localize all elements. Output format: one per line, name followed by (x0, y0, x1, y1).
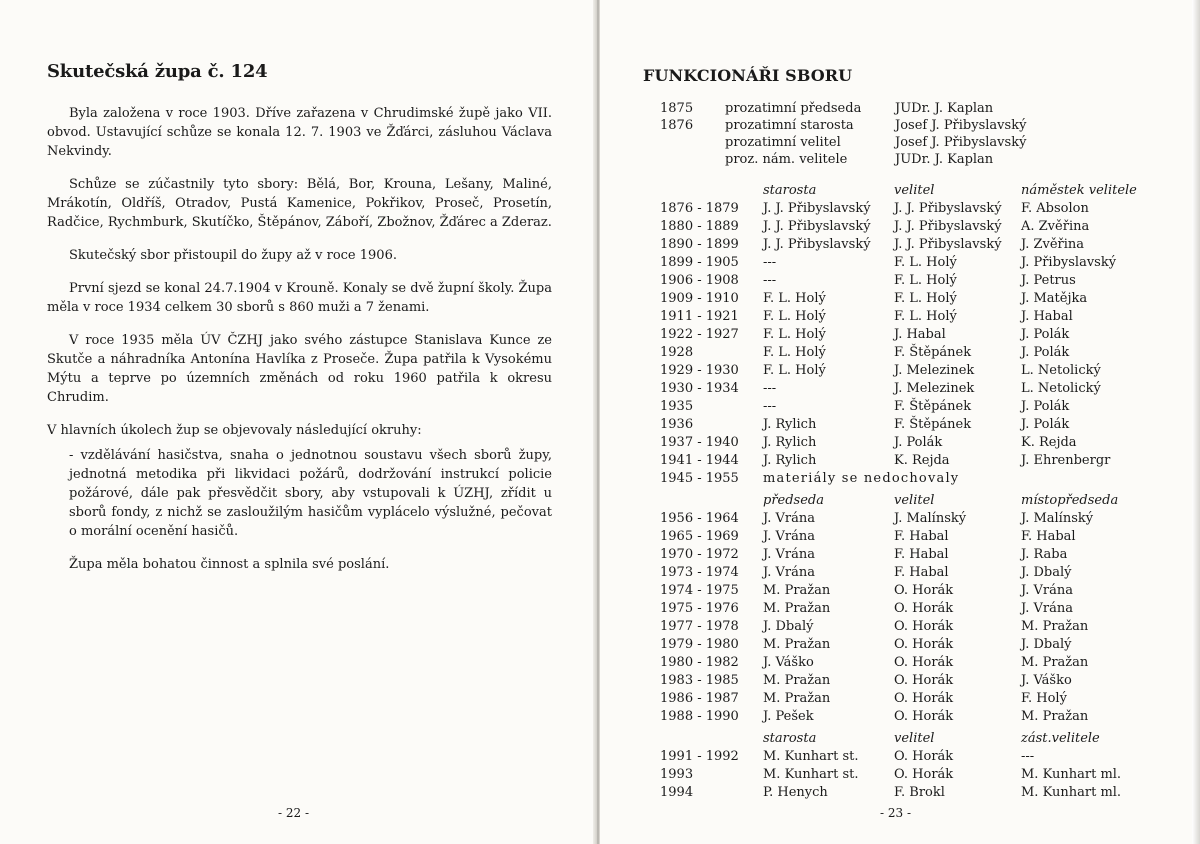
table-cell (660, 730, 763, 748)
table-row (660, 582, 1141, 600)
table-cell: náměstek velitele (1021, 183, 1137, 198)
table-cell: J. Ehrenbergr (1021, 453, 1111, 468)
table-cell: 1970 - 1972 (660, 547, 739, 562)
section-header-row (660, 492, 1141, 510)
table-cell: 1890 - 1899 (660, 237, 739, 252)
table-row (660, 344, 1141, 362)
table-row (660, 528, 1141, 546)
intro-cell: prozatimní velitel (725, 135, 841, 150)
tasks-intro: V hlavních úkolech žup se objevovaly následující okruhy: (47, 423, 422, 438)
table-cell: 1911 - 1921 (660, 309, 739, 324)
table-cell: 1994 (660, 785, 694, 800)
table-row (660, 564, 1141, 582)
table-cell: --- (763, 273, 777, 288)
table-cell: starosta (763, 183, 817, 198)
intro-row (660, 134, 1026, 151)
table-cell: K. Rejda (894, 453, 950, 468)
table-row (660, 218, 1141, 236)
table-cell: 1977 - 1978 (660, 619, 739, 634)
table-row (660, 452, 1141, 470)
table-cell: O. Horák (894, 749, 954, 764)
table-cell: J. Raba (1021, 547, 1068, 562)
table-cell: F. Absolon (1021, 201, 1089, 216)
paragraph: Schůze se zúčastnily tyto sbory: Bělá, Bor, Krouna, Lešany, Maliné, Mrákotín, Oldříš, Otradov, Pustá Kamenice, Pokřikov, Proseč, Prosetín, Radčice, Rychmburk, Skutíčko, Štěpánov, Záboří, Zbožnov, Žďárec a Zderaz. (47, 177, 552, 230)
table-cell: F. L. Holý (894, 309, 957, 324)
table-cell: velitel (894, 183, 935, 198)
table-row (660, 672, 1141, 690)
right-page-title: FUNKCIONÁŘI SBORU (643, 66, 853, 85)
table-cell: O. Horák (894, 655, 954, 670)
table-cell: J. Vrána (1021, 583, 1073, 598)
table-cell: 1980 - 1982 (660, 655, 739, 670)
table-cell: F. Habal (894, 565, 949, 580)
table-cell: J. Pešek (763, 709, 814, 724)
table-cell: 1922 - 1927 (660, 327, 739, 342)
table-cell: F. Holý (1021, 691, 1067, 706)
page-edge (1192, 0, 1200, 844)
intro-cell: Josef J. Přibyslavský (895, 118, 1027, 133)
table-cell: M. Pražan (1021, 619, 1089, 634)
table-cell: 1991 - 1992 (660, 749, 739, 764)
table-cell: J. Dbalý (1021, 637, 1072, 652)
table-cell: J. J. Přibyslavský (894, 201, 1002, 216)
table-cell: J. Rylich (763, 435, 817, 450)
table-row (660, 326, 1141, 344)
table-cell: 1880 - 1889 (660, 219, 739, 234)
paragraph: Skutečský sbor přistoupil do župy až v roce 1906. (69, 248, 397, 263)
table-cell: --- (1021, 749, 1035, 764)
table-row (660, 690, 1141, 708)
table-cell: 1988 - 1990 (660, 709, 739, 724)
table-cell: 1986 - 1987 (660, 691, 739, 706)
table-cell: velitel (894, 493, 935, 508)
table-cell: J. J. Přibyslavský (763, 201, 871, 216)
table-cell: M. Pražan (763, 601, 831, 616)
table-cell: M. Pražan (763, 583, 831, 598)
table-cell: F. L. Holý (763, 345, 826, 360)
functionaries-table (660, 182, 1141, 802)
table-cell: J. Vrána (763, 529, 815, 544)
table-cell: M. Kunhart st. (763, 749, 859, 764)
table-row (660, 748, 1141, 766)
page-number-left: - 22 - (278, 806, 310, 820)
table-cell: M. Pražan (763, 637, 831, 652)
intro-row (660, 117, 1026, 134)
intro-row (660, 151, 1026, 168)
table-cell: F. L. Holý (894, 255, 957, 270)
intro-cell: prozatimní předseda (725, 101, 862, 116)
table-cell: F. Habal (1021, 529, 1076, 544)
table-cell: zást.velitele (1021, 731, 1100, 746)
table-cell: 1930 - 1934 (660, 381, 739, 396)
table-cell: P. Henych (763, 785, 828, 800)
table-cell: velitel (894, 731, 935, 746)
table-cell: O. Horák (894, 637, 954, 652)
table-row (660, 708, 1141, 726)
table-row (660, 784, 1141, 802)
table-cell: J. Habal (1021, 309, 1073, 324)
table-cell: --- (763, 381, 777, 396)
table-row (660, 434, 1141, 452)
table-cell: J. J. Přibyslavský (894, 219, 1002, 234)
table-cell: K. Rejda (1021, 435, 1077, 450)
table-cell: 1941 - 1944 (660, 453, 739, 468)
table-cell: 1928 (660, 345, 694, 360)
table-cell (660, 492, 763, 510)
table-cell: J. Vrána (763, 565, 815, 580)
table-cell: J. Polák (894, 435, 943, 450)
table-row (660, 636, 1141, 654)
table-cell: O. Horák (894, 601, 954, 616)
table-cell: J. Vrána (763, 511, 815, 526)
table-cell: 1936 (660, 417, 694, 432)
intro-cell (660, 134, 725, 151)
table-row (660, 600, 1141, 618)
table-cell: 1993 (660, 767, 694, 782)
table-cell: J. Petrus (1021, 273, 1076, 288)
table-cell: 1956 - 1964 (660, 511, 739, 526)
table-cell: 1906 - 1908 (660, 273, 739, 288)
table-cell: J. Dbalý (1021, 565, 1072, 580)
table-cell: F. Habal (894, 547, 949, 562)
left-page-title: Skutečská župa č. 124 (47, 61, 268, 82)
table-row (660, 510, 1141, 528)
table-cell: F. Štěpánek (894, 417, 972, 432)
table-cell: místopředseda (1021, 493, 1119, 508)
table-cell: L. Netolický (1021, 363, 1101, 378)
table-cell: F. Brokl (894, 785, 945, 800)
table-cell: O. Horák (894, 767, 954, 782)
table-cell: F. L. Holý (763, 309, 826, 324)
table-cell: 1979 - 1980 (660, 637, 739, 652)
table-cell: F. L. Holý (894, 273, 957, 288)
table-cell: A. Zvěřina (1021, 219, 1090, 234)
intro-cell: prozatimní starosta (725, 118, 854, 133)
paragraph: V roce 1935 měla ÚV ČZHJ jako svého zástupce Stanislava Kunce ze Skutče a náhradníka Antonína Havlíka z Prosečе. Župa patřila k Vysokému Mýtu a teprve po územních změnách od roku 1960 patřila k okresu Chrudim. (47, 333, 552, 405)
page-number-right: - 23 - (880, 806, 912, 820)
table-cell: 1935 (660, 399, 694, 414)
table-cell: J. Polák (1021, 327, 1070, 342)
table-cell: 1909 - 1910 (660, 291, 739, 306)
table-row (660, 766, 1141, 784)
table-cell: 1965 - 1969 (660, 529, 739, 544)
missing-records-row (660, 470, 1141, 488)
table-cell: J. Váško (1021, 673, 1072, 688)
missing-records-note: materiály se nedochovaly (763, 471, 960, 486)
table-cell: M. Kunhart st. (763, 767, 859, 782)
table-cell: --- (763, 399, 777, 414)
table-cell: J. J. Přibyslavský (763, 237, 871, 252)
intro-cell: 1875 (660, 101, 694, 116)
table-cell: J. J. Přibyslavský (894, 237, 1002, 252)
table-cell: J. Rylich (763, 417, 817, 432)
table-row (660, 272, 1141, 290)
table-row (660, 290, 1141, 308)
intro-row (660, 100, 1026, 117)
table-cell: O. Horák (894, 691, 954, 706)
table-cell: J. Habal (894, 327, 946, 342)
table-cell: F. L. Holý (763, 327, 826, 342)
tasks-bullet: - vzdělávání hasičstva, snaha o jednotnou soustavu všech sborů župy, jednotná metodika při likvidaci požárů, dodržování instrukcí policie požárové, dále pak přesvědčit sbory, aby vstupovali k ÚZHJ, zřídit u sborů fondy, z nichž se zasloužilým hasičům vyplácelo výslužné, pečovat o morální ocenění hasičů. (69, 448, 552, 539)
table-cell: M. Pražan (1021, 709, 1089, 724)
table-cell: O. Horák (894, 673, 954, 688)
table-cell: O. Horák (894, 709, 954, 724)
right-page (600, 0, 1200, 844)
table-cell: 1945 - 1955 (660, 471, 739, 486)
table-cell: O. Horák (894, 619, 954, 634)
table-cell: J. Malínský (1021, 511, 1094, 526)
table-cell: J. Přibyslavský (1021, 255, 1117, 270)
table-cell: J. Vrána (1021, 601, 1073, 616)
table-row (660, 308, 1141, 326)
table-cell: J. Dbalý (763, 619, 814, 634)
table-cell: L. Netolický (1021, 381, 1101, 396)
table-row (660, 200, 1141, 218)
table-cell: F. L. Holý (763, 291, 826, 306)
table-cell: 1937 - 1940 (660, 435, 739, 450)
intro-cell: JUDr. J. Kaplan (895, 152, 994, 167)
table-cell: 1876 - 1879 (660, 201, 739, 216)
section-header-row (660, 730, 1141, 748)
table-cell: 1973 - 1974 (660, 565, 739, 580)
intro-cell (660, 151, 725, 168)
table-cell (660, 182, 763, 200)
table-cell: J. Váško (763, 655, 814, 670)
table-cell: F. L. Holý (763, 363, 826, 378)
left-page-body (47, 104, 552, 588)
table-row (660, 254, 1141, 272)
table-cell: O. Horák (894, 583, 954, 598)
table-cell: M. Pražan (1021, 655, 1089, 670)
table-cell: J. J. Přibyslavský (763, 219, 871, 234)
table-cell: 1983 - 1985 (660, 673, 739, 688)
table-cell: 1929 - 1930 (660, 363, 739, 378)
table-cell: J. Polák (1021, 345, 1070, 360)
intro-table (660, 100, 1026, 168)
left-page (0, 0, 596, 844)
paragraph: Byla založena v roce 1903. Dříve zařazena v Chrudimské župě jako VII. obvod. Ustavující schůze se konala 12. 7. 1903 ve Žďárci, zásluhou Václava Nekvindy. (47, 106, 552, 159)
intro-cell: Josef J. Přibyslavský (895, 135, 1027, 150)
table-cell: J. Polák (1021, 417, 1070, 432)
table-cell: 1974 - 1975 (660, 583, 739, 598)
table-row (660, 362, 1141, 380)
table-cell: J. Zvěřina (1021, 237, 1085, 252)
closing-paragraph: Župa měla bohatou činnost a splnila své poslání. (69, 557, 390, 572)
table-row (660, 416, 1141, 434)
table-row (660, 654, 1141, 672)
table-cell: M. Pražan (763, 673, 831, 688)
table-cell: J. Melezinek (894, 381, 975, 396)
table-cell: F. Štěpánek (894, 345, 972, 360)
paragraph: První sjezd se konal 24.7.1904 v Krouně. Konaly se dvě župní školy. Župa měla v roce 1934 celkem 30 sborů s 860 muži a 7 ženami. (47, 281, 552, 315)
table-row (660, 398, 1141, 416)
table-cell: M. Kunhart ml. (1021, 767, 1122, 782)
table-cell: J. Malínský (894, 511, 967, 526)
intro-cell: JUDr. J. Kaplan (895, 101, 994, 116)
table-cell: J. Vrána (763, 547, 815, 562)
table-cell: F. Štěpánek (894, 399, 972, 414)
table-cell: J. Polák (1021, 399, 1070, 414)
table-cell: J. Rylich (763, 453, 817, 468)
table-cell: F. Habal (894, 529, 949, 544)
table-cell: M. Pražan (763, 691, 831, 706)
table-row (660, 380, 1141, 398)
table-cell: --- (763, 255, 777, 270)
intro-cell: proz. nám. velitele (725, 152, 848, 167)
table-cell: J. Melezinek (894, 363, 975, 378)
table-cell: 1899 - 1905 (660, 255, 739, 270)
table-cell: 1975 - 1976 (660, 601, 739, 616)
table-cell: předseda (763, 493, 824, 508)
table-row (660, 236, 1141, 254)
table-row (660, 618, 1141, 636)
table-cell: starosta (763, 731, 817, 746)
intro-cell: 1876 (660, 118, 694, 133)
table-cell: F. L. Holý (894, 291, 957, 306)
table-cell: J. Matějka (1021, 291, 1088, 306)
table-row (660, 546, 1141, 564)
table-cell: M. Kunhart ml. (1021, 785, 1122, 800)
section-header-row (660, 182, 1141, 200)
